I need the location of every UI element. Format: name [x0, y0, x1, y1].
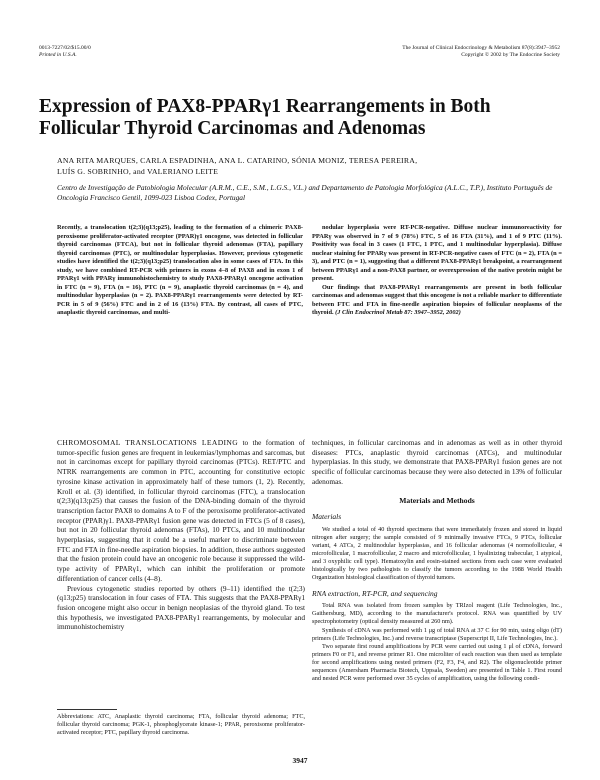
- body-left-column: [57, 438, 305, 632]
- rna-paragraph-1: Total RNA was isolated from frozen samples by TRIzol reagent (Life Technologies, Inc., Gaithersburg, MD), according to the manufacturer's protocol. RNA was quantified by UV spectrophotometry (optical density measured at 260 nm).: [312, 602, 562, 626]
- footnote-divider: [57, 709, 117, 710]
- materials-text: We studied a total of 40 thyroid specimens that were immediately frozen and stored in liquid nitrogen after surgery; the sample consisted of 9 minimally invasive FTCs, 9 PTCs, follicular variant, 4 ATCs, 2 multinodular hyperplasias, and 16 follicular adenomas (4 normofollicular, 4 microfollicular, 1 macrofollicular, 2 macro and microfollicular, 1 hyalinizing trabecular, 1 atypical, and 3 oxyphilic cell type). Hematoxylin and eosin-stained sections from each case were evaluated histologically by two pathologists to classify the tumors according to the 1988 World Health Organization histological classification of thyroid tumors.: [312, 525, 562, 582]
- title-line-2: Follicular Thyroid Carcinomas and Adenomas: [39, 118, 426, 139]
- methods-heading: Materials and Methods: [399, 495, 475, 505]
- article-title: [39, 96, 569, 140]
- rna-paragraph-2: Synthesis of cDNA was performed with 1 μg of total RNA at 37 C for 90 min, using oligo (dT) primers (Life Technologies, Inc.) and reverse transcriptase (Superscript II, Life Technologies, Inc.).: [312, 626, 562, 642]
- rna-paragraph-3: Two separate first round amplifications by PCR were carried out using 1 μl of cDNA, forward primers F0 or F1, and reverse primer R1. One microliter of each reaction was then used as template for second amplifications using nested primers (F2, F3, F4, and R2). The oligonucleotide primer sequences (Amersham Pharmacia Biotech, Uppsala, Sweden) are presented in Table 1. First round and nested PCR were performed over 35 cycles of amplification, using the following condi-: [312, 642, 562, 683]
- materials-subheading: Materials: [312, 512, 342, 522]
- issn-line: 0013-7227/02/$15.00/0: [39, 45, 91, 51]
- affiliation: Centro de Investigação de Patobiologia Molecular (A.R.M., C.E., S.M., L.G.S., V.L.) and Departamento de Patologia Morfológica (A.L.C., T.P.), Instituto Português de Oncologia Francisco Gentil, 1099-023 Lisboa Codex, Portugal: [57, 183, 553, 202]
- body-right-column: [312, 438, 562, 683]
- journal-header-left: [39, 45, 91, 59]
- abstract-right-p1: nodular hyperplasia were RT-PCR-negative. Diffuse nuclear immunoreactivity for PPARγ was observed in 7 of 9 (78%) FTC, 5 of 16 FTA (31%), and 1 of 9 PTC (11%). Positivity was focal in 3 cases (1 FTC, 1 PTC, and 1 multinodular hyperplasia). Diffuse nuclear staining for PPARγ was present in RT-PCR-negative cases of FTC (n = 2), FTA (n = 3), and PTC (n = 1), suggesting that a different PAX8-PPARγ1 breakpoint, a rearrangement between PPARγ1 and a non-PAX8 partner, or overexpression of the native protein might be present.: [312, 224, 562, 283]
- abstract-conclusion: Our findings that PAX8-PPARγ1 rearrangements are present in both follicular carcinomas and adenomas suggest that this oncogene is not a reliable marker to differentiate between FTC and FTA in fine-needle aspiration biopsies of follicular neoplasms of the thyroid.: [312, 283, 562, 317]
- authors-line-1: ANA RITA MARQUES, CARLA ESPADINHA, ANA L. CATARINO, SÓNIA MONIZ, TERESA PEREIRA,: [57, 156, 418, 165]
- intro-p1-text: to the formation of tumor-specific fusion genes are frequent in leukemias/lymphomas and sarcomas, but not in carcinomas except for papillary thyroid carcinomas (PTCs). RET/PTC and NTRK rearrangements are common in PTC, accounting for constitutive ectopic tyrosine kinase activation in approximately half of these tumors (1, 2). Recently, Kroll et al. (3) identified, in follicular thyroid carcinomas (FTC), a translocation t(2;3)(q13;p25) that causes the fusion of the DNA-binding domain of the thyroid transcription factor PAX8 to domains A to F of the peroxisome proliferator-activated receptor (PPAR)γ1. PAX8-PPARγ1 fusion gene was detected in FTCs (5 of 8 cases), but not in 20 follicular thyroid adenomas (FTAs), 10 PTCs, and 10 multinodular hyperplasias, suggesting that it could be a useful marker to discriminate between FTC and FTA in fine-needle aspiration biopsies. In addition, these authors suggested that the fusion protein could have an oncogenic role because it suppressed the wild-type activity of PPARγ1, which can inhibit the proliferation or promote differentiation of cancer cells (4–8).: [57, 438, 305, 583]
- abstract-citation: (J Clin Endocrinol Metab 87: 3947–3952, 2002): [335, 309, 461, 317]
- page-number: 3947: [292, 756, 308, 765]
- abstract-right-column: [312, 224, 562, 318]
- intro-lead-caps: CHROMOSOMAL TRANSLOCATIONS LEADING: [57, 438, 239, 447]
- author-list: [57, 155, 577, 177]
- abstract-right-p2: [312, 284, 562, 318]
- printed-in-line: Printed in U.S.A.: [39, 52, 77, 58]
- authors-line-2: LUÍS G. SOBRINHO, and VALERIANO LEITE: [57, 167, 219, 176]
- intro-paragraph-2-continued: techniques, in follicular carcinomas and in adenomas as well as in other thyroid diseases: PTCs, anaplastic thyroid carcinomas (ATCs), and multinodular hyperplasias. In this study, we demonstrate that PAX8-PPARγ1 fusion genes are not specific of follicular carcinomas because they were also detected in 13% of follicular adenomas.: [312, 438, 562, 486]
- journal-citation-line: The Journal of Clinical Endocrinology & Metabolism 87(8):3947–3952: [402, 45, 560, 51]
- copyright-line: Copyright © 2002 by The Endocrine Society: [461, 52, 560, 58]
- title-line-1: Expression of PAX8-PPARγ1 Rearrangements in Both: [39, 96, 491, 117]
- intro-paragraph-1: [57, 438, 305, 584]
- rna-subheading: RNA extraction, RT-PCR, and sequencing: [312, 588, 438, 598]
- abbreviations-footnote: Abbreviations: ATC, Anaplastic thyroid carcinoma; FTA, follicular thyroid adenoma; FTC, follicular thyroid carcinoma; PGK-1, phosphoglycerate kinase-1; PPAR, peroxisome proliferator-activated receptor; PTC, papillary thyroid carcinoma.: [57, 713, 305, 737]
- intro-paragraph-2: Previous cytogenetic studies reported by others (9–11) identified the t(2;3)(q13;p25) translocation in four cases of FTA. This suggests that the PAX8-PPARγ1 fusion oncogene might also occur in benign neoplasias of the thyroid gland. To test this hypothesis, we investigated PAX8-PPARγ1 rearrangements, by molecular and immunohistochemistry: [57, 583, 305, 632]
- journal-header-right: [402, 45, 560, 59]
- abstract-left-column: Recently, a translocation t(2;3)(q13;p25), leading to the formation of a chimeric PAX8-peroxisome proliferator-activated receptor (PPAR)γ1 oncogene, was detected in follicular thyroid carcinomas (FTCA), but not in follicular thyroid adenomas (FTA), papillary thyroid carcinomas (PTC), or multinodular hyperplasias. However, previous cytogenetic studies have identified the t(2;3)(q13;p25) translocation also in some cases of FTA. In this study, we have combined RT-PCR with primers in exons 4–8 of PAX8 and in exon 1 of PPARγ1 with PPARγ immunohistochemistry to study PAX8-PPARγ1 oncogene activation in FTC (n = 9), FTA (n = 16), PTC (n = 9), anaplastic thyroid carcinomas (n = 4), and multinodular hyperplasias (n = 2). PAX8-PPARγ1 rearrangements were detected by RT-PCR in 5 of 9 (56%) FTC and in 2 of 16 (13%) FTA. By contrast, all cases of PTC, anaplastic thyroid carcinomas, and multi-: [57, 224, 303, 317]
